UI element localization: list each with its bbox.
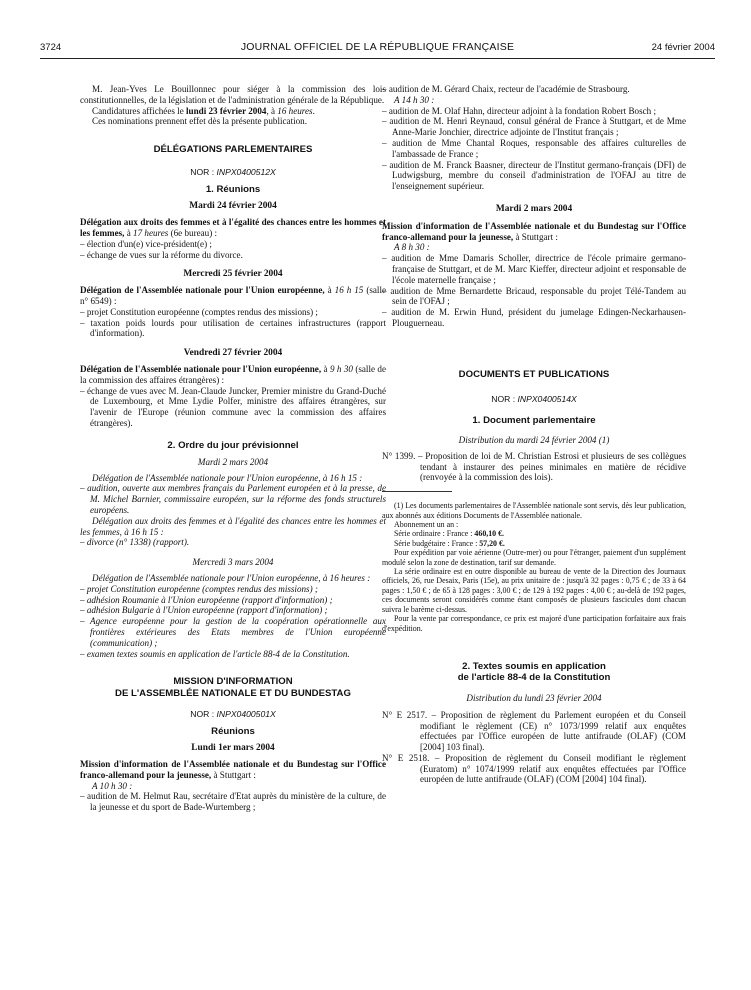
- journal-title: JOURNAL OFFICIEL DE LA RÉPUBLIQUE FRANÇAISE: [240, 41, 515, 53]
- agenda-item: – élection d'un(e) vice-président(e) ;: [80, 238, 212, 249]
- distribution-date: Distribution du lundi 23 février 2004: [466, 692, 602, 703]
- nor-code: NOR : INPX0400501X: [190, 709, 276, 720]
- section-title: DÉLÉGATIONS PARLEMENTAIRES: [153, 144, 313, 156]
- candidatures-line: Candidatures affichées le lundi 23 février 2004, à 16 heures.: [92, 105, 315, 116]
- agenda-item: – audition de M. Erwin Hund, président du jumelage Edingen-Neckarhausen-Plouguerneau.: [382, 307, 686, 328]
- time-label: A 14 h 30 :: [394, 94, 435, 105]
- subsection-title: 2. Ordre du jour prévisionnel: [167, 439, 299, 451]
- distribution-date: Distribution du mardi 24 février 2004 (1): [458, 435, 610, 446]
- left-column: [80, 84, 386, 813]
- agenda-item: – échange de vues sur la réforme du divorce.: [80, 249, 243, 260]
- agenda-item: – examen textes soumis en application de l'article 88-4 de la Constitution.: [80, 648, 350, 659]
- day-heading: Mercredi 25 février 2004: [183, 269, 283, 280]
- meeting-title: Délégation aux droits des femmes et à l'égalité des chances entre les hommes et les femmes, à 16 h 15 :: [80, 515, 386, 537]
- issue-date: 24 février 2004: [651, 42, 715, 53]
- day-heading: Mardi 2 mars 2004: [197, 456, 269, 467]
- meeting-title: Délégation de l'Assemblée nationale pour l'Union européenne, à 16 h 15 :: [92, 472, 363, 483]
- day-heading: Lundi 1er mars 2004: [191, 743, 275, 754]
- nor-code: NOR : INPX0400512X: [190, 166, 276, 177]
- header-rule: [40, 58, 715, 59]
- agenda-item: – Agence européenne pour la gestion de la coopération opérationnelle aux frontières extérieures des Etats membres de l'Union européenne (communication) ;: [80, 616, 386, 648]
- agenda-item: – divorce (n° 1338) (rapport).: [80, 537, 190, 548]
- document-entry: N° E 2518. – Proposition de règlement du Conseil modifiant le règlement (Euratom) n° 1074/1999 relatif aux enquêtes effectuées par l'Office européen de lutte antifraude (OLAF) (COM [2004] 104 final).: [382, 752, 686, 785]
- meeting-title: Mission d'information de l'Assemblée nationale et du Bundestag sur l'Office franco-allemand pour la jeunesse, à Stuttgart :: [80, 758, 386, 780]
- subsection-title: 1. Document parlementaire: [472, 415, 596, 427]
- agenda-item: – taxation poids lourds pour utilisation de certaines infrastructures (rapport d'information).: [80, 317, 386, 339]
- agenda-item: – audition de Mme Chantal Roques, responsable des affaires culturelles de l'ambassade de France ;: [382, 137, 686, 159]
- agenda-item: – audition, ouverte aux membres français du Parlement européen et à la presse, de M. Michel Barnier, commissaire européen, sur la réforme des fonds structurels européens.: [80, 483, 386, 516]
- right-column: [382, 84, 686, 785]
- subsection-title: 2. Textes soumis en application de l'article 88-4 de la Constitution: [457, 660, 611, 683]
- document-entry: N° 1399. – Proposition de loi de M. Christian Estrosi et plusieurs de ses collègues tendant à instaurer des peines minimales en matière de récidive (renvoyée à la commission des lois).: [382, 450, 686, 483]
- meeting-title: Mission d'information de l'Assemblée nationale et du Bundestag sur l'Office franco-allemand pour la jeunesse, à Stuttgart :: [382, 220, 686, 242]
- time-label: A 10 h 30 :: [92, 780, 133, 791]
- day-heading: Mardi 24 février 2004: [189, 201, 277, 212]
- agenda-item: – audition de M. Franck Baasner, directeur de l'Institut germano-français (DFI) de Ludwigsburg, membre du conseil d'administration de l'OFAJ au titre de l'enseignement supérieur.: [382, 159, 686, 192]
- agenda-item: – audition de Mme Damaris Scholler, directrice de l'école primaire germano-française de Stuttgart, et de M. Marc Kieffer, directeur adjoint et responsable de l'école maternelle française ;: [382, 253, 686, 285]
- day-heading: Mercredi 3 mars 2004: [192, 557, 274, 568]
- intro-paragraph: M. Jean-Yves Le Bouillonnec pour siéger à la commission des lois constitutionnelles, de la législation et de l'administration générale de la République.: [80, 84, 386, 105]
- footnote-rule: [382, 491, 452, 492]
- agenda-item: – projet Constitution européenne (comptes rendus des missions) ;: [80, 306, 318, 317]
- section-title: DOCUMENTS ET PUBLICATIONS: [458, 368, 610, 380]
- day-heading: Vendredi 27 février 2004: [183, 348, 283, 359]
- meeting-title: Délégation aux droits des femmes et à l'égalité des chances entre les hommes et les femmes, à 17 heures (6e bureau) :: [80, 217, 386, 239]
- agenda-item: – adhésion Roumanie à l'Union européenne (rapport d'information) ;: [80, 594, 333, 605]
- agenda-item: – audition de Mme Bernardette Bricaud, responsable du projet Télé-Tandem au sein de l'OFAJ ;: [382, 285, 686, 307]
- agenda-item: – audition de M. Helmut Rau, secrétaire d'Etat auprès du ministère de la culture, de la jeunesse et du sport de Bade-Wurtemberg ;: [80, 791, 386, 813]
- section-title: MISSION D'INFORMATION DE L'ASSEMBLÉE NATIONALE ET DU BUNDESTAG: [115, 676, 351, 699]
- subsection-title: 1. Réunions: [205, 184, 261, 196]
- agenda-item: – échange de vues avec M. Jean-Claude Juncker, Premier ministre du Grand-Duché de Luxembourg, et Mme Lydie Polfer, ministre des affaires étrangères, sur l'avenir de l'Europe (réunion commune avec la commission des affaires étrangères).: [80, 385, 386, 429]
- agenda-item: – adhésion Bulgarie à l'Union européenne (rapport d'information) ;: [80, 605, 328, 616]
- agenda-item: – audition de M. Olaf Hahn, directeur adjoint à la fondation Robert Bosch ;: [382, 105, 657, 116]
- agenda-item: – audition de M. Henri Reynaud, consul général de France à Stuttgart, et de Mme Anne-Marie Jonchier, directrice adjointe de l'Institut français ;: [382, 116, 686, 138]
- meeting-title: Délégation de l'Assemblée nationale pour l'Union européenne, à 16 h 15 (salle n° 6549) :: [80, 285, 387, 307]
- meeting-title: Délégation de l'Assemblée nationale pour l'Union européenne, à 16 heures :: [92, 573, 371, 583]
- meeting-title: Délégation de l'Assemblée nationale pour l'Union européenne, à 9 h 30 (salle de la commission des affaires étrangères) :: [80, 364, 386, 385]
- agenda-item: – audition de M. Gérard Chaix, recteur de l'académie de Strasbourg.: [382, 84, 630, 94]
- subsection-title: Réunions: [211, 726, 255, 738]
- day-heading: Mardi 2 mars 2004: [495, 203, 573, 214]
- page-number: 3724: [40, 42, 62, 53]
- agenda-item: – projet Constitution européenne (comptes rendus des missions) ;: [80, 583, 318, 594]
- page-header: [40, 40, 715, 56]
- effect-line: Ces nominations prennent effet dès la présente publication.: [92, 116, 307, 127]
- document-entry: N° E 2517. – Proposition de règlement du Parlement européen et du Conseil modifiant le règlement (CE) n° 1073/1999 relatif aux enquêtes effectuées par l'Office européen de lutte antifraude (OLAF) (COM [2004] 103 final).: [382, 709, 686, 753]
- nor-code: NOR : INPX0400514X: [491, 394, 577, 405]
- footnote: (1) Les documents parlementaires de l'Assemblée nationale sont servis, dès leur publication, aux abonnés aux éditions Documents de l'Assemblée nationale. Abonnement un an : Série ordinaire : France : 460,10 €. Série budgétaire : France : 57,20 €. Pour expédition par voie aérienne (Outre-mer) ou pour l'étranger, paiement d'un supplément modulé selon la zone de destination, tarif sur demande. La série ordinaire est en outre disponible au bureau de vente de la Direction des Journaux officiels, 26, rue Desaix, Paris (15e), au prix unitaire de : jusqu'à 32 pages : 0,75 € ; de 33 à 64 pages : 1,50 € ; de 65 à 128 pages : 3,00 € ; de 129 à 192 pages : 4,00 € ; au-delà de 192 pages, ces documents seront considérés comme étant composés de plusieurs fascicules dont chacun suivra le barème ci-dessus. Pour la vente par correspondance, ce prix est majoré d'une participation forfaitaire aux frais d'expédition.: [382, 501, 686, 633]
- time-label: A 8 h 30 :: [394, 242, 430, 253]
